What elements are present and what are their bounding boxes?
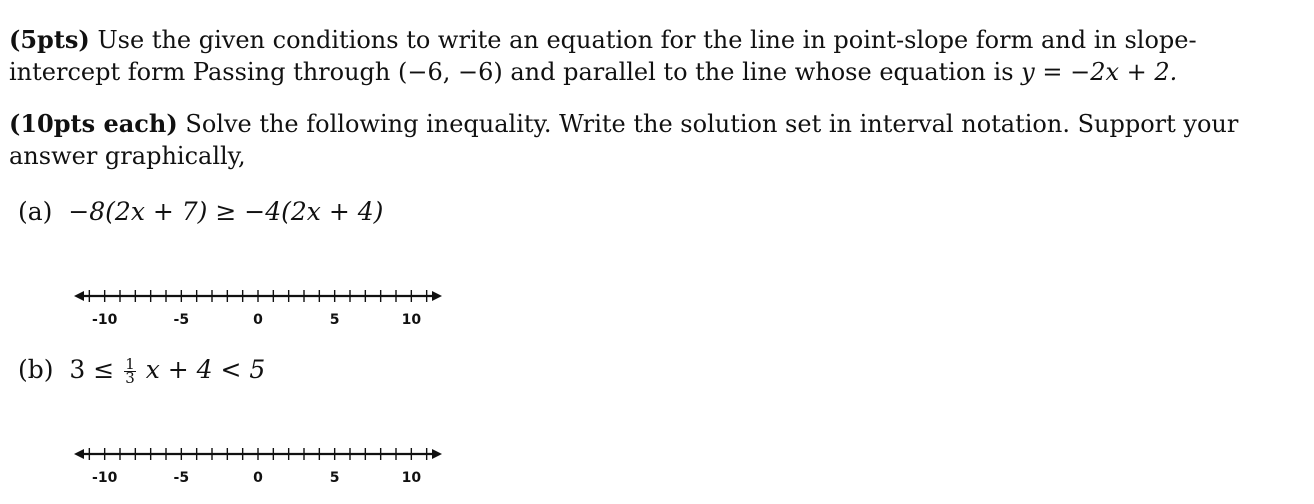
problem-2 (9, 108, 1299, 172)
tick-label: 5 (329, 312, 340, 328)
problem-1 (9, 24, 1299, 88)
tick-label: 0 (253, 312, 263, 328)
part-b-after: x + 4 < 5 (145, 355, 266, 384)
tick-label: 10 (401, 470, 422, 486)
fraction-denominator: 3 (125, 369, 135, 387)
fraction-numerator: 1 (125, 355, 135, 373)
tick-label: -10 (92, 470, 118, 486)
part-b (18, 354, 265, 386)
problem-1-text: Use the given conditions to write an equation for the line in point-slope form and in slope-intercept form Passing through (−6, −6) and parallel to the line whose equation is (9, 26, 1197, 86)
part-a-label: (a) (18, 197, 53, 226)
tick-label: 0 (253, 470, 263, 486)
problem-1-points: (5pts) (9, 25, 90, 54)
tick-label: 5 (329, 470, 340, 486)
part-a (18, 196, 383, 228)
tick-label: -5 (173, 470, 190, 486)
left-arrow-icon (74, 291, 84, 301)
part-b-before: 3 ≤ (69, 355, 115, 384)
tick-label: -10 (92, 312, 118, 328)
right-arrow-icon (432, 449, 442, 459)
problem-2-points: (10pts each) (9, 109, 178, 138)
part-a-inequality: −8(2x + 7) ≥ −4(2x + 4) (68, 197, 384, 226)
left-arrow-icon (74, 449, 84, 459)
problem-2-text: Solve the following inequality. Write the solution set in interval notation. Support your answer graphically, (9, 110, 1239, 170)
part-b-label: (b) (18, 355, 54, 384)
number-line-b (66, 442, 450, 488)
problem-1-equation: y = −2x + 2. (1021, 58, 1178, 86)
tick-label: -5 (173, 312, 190, 328)
tick-label: 10 (401, 312, 422, 328)
part-b-fraction (124, 355, 136, 387)
number-line-a (66, 284, 450, 330)
right-arrow-icon (432, 291, 442, 301)
